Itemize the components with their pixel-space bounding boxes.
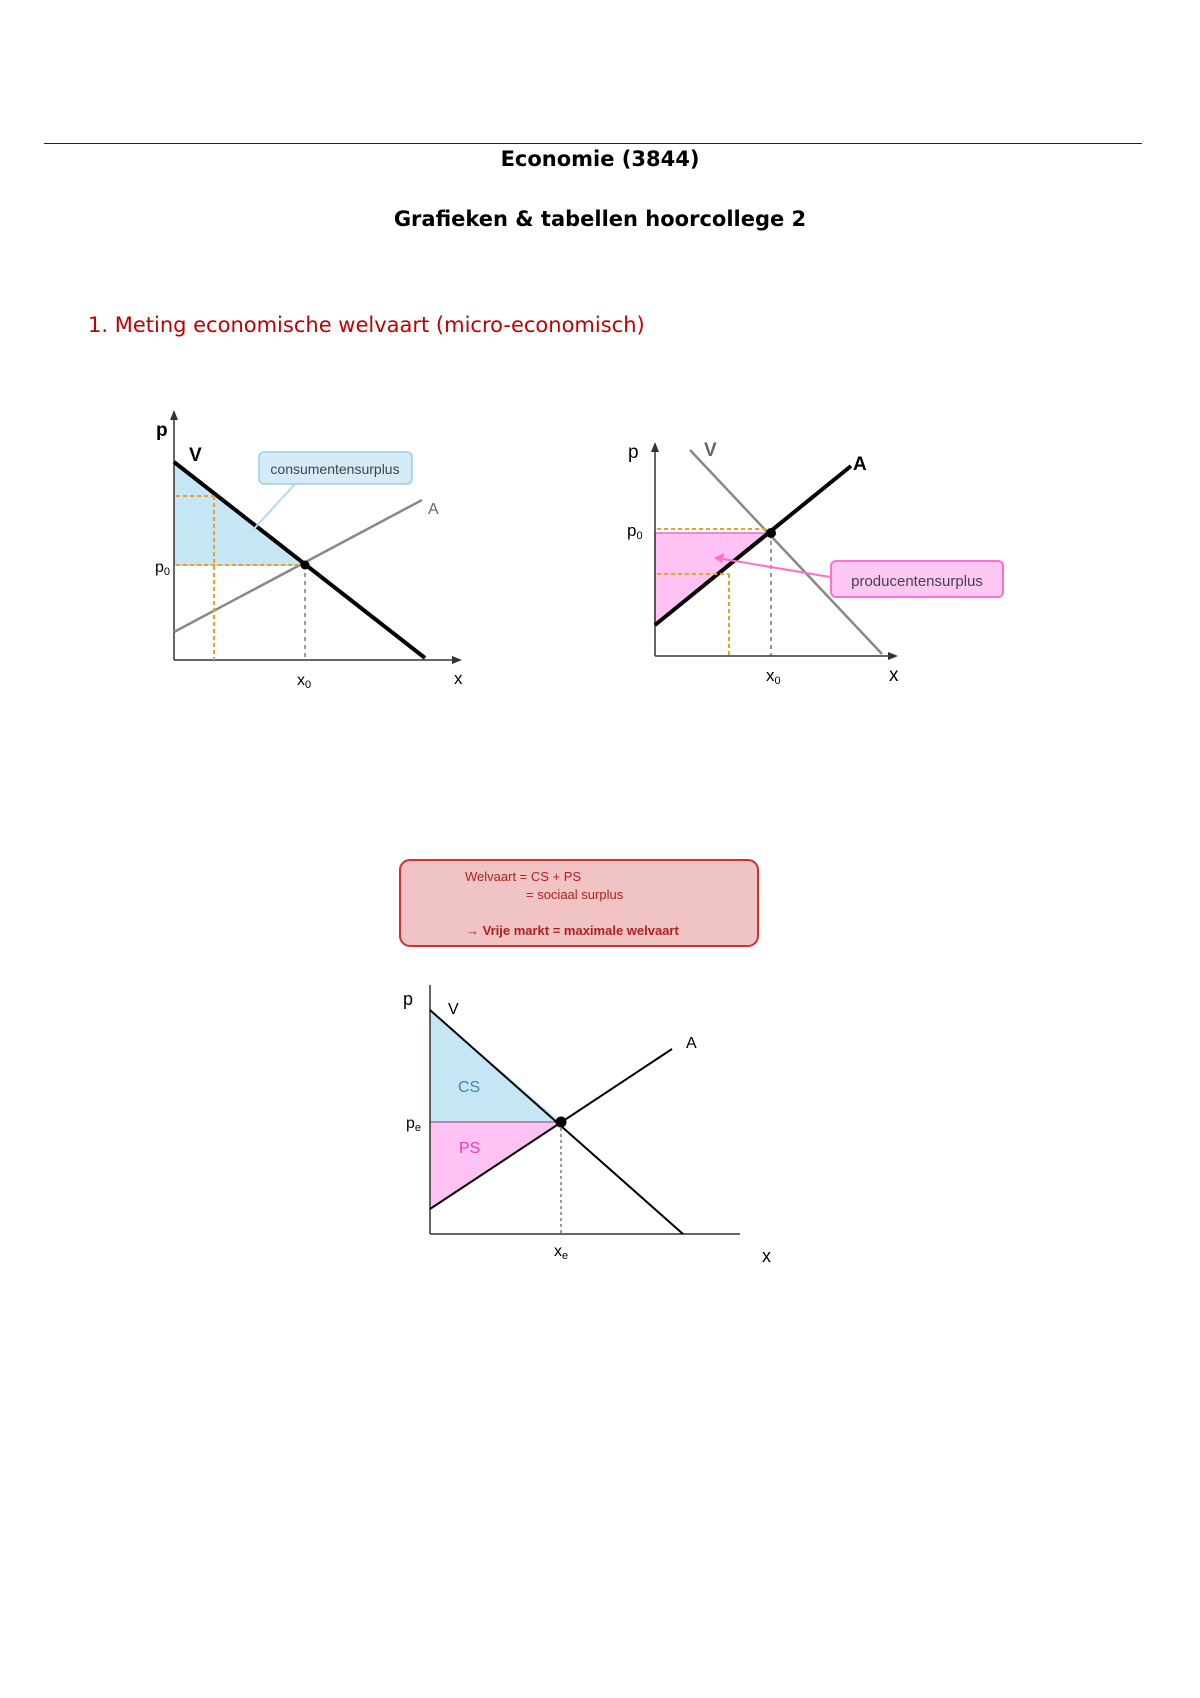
cs-label: CS	[458, 1079, 481, 1096]
supply-label: A	[428, 501, 439, 518]
x-axis-label: x	[762, 1246, 771, 1266]
ps-label: PS	[459, 1140, 481, 1157]
callout-label: consumentensurplus	[270, 461, 400, 477]
supply-label: A	[853, 454, 867, 475]
equilibrium-point	[556, 1117, 567, 1128]
demand-label: V	[448, 1001, 459, 1018]
quantity-label: x0	[297, 672, 312, 691]
welfare-conclusion: → Vrije markt = maximale welvaart	[466, 923, 679, 938]
demand-label: V	[704, 440, 717, 461]
welfare-social-surplus: = sociaal surplus	[526, 887, 624, 902]
welfare-formula: Welvaart = CS + PS	[465, 869, 582, 884]
supply-label: A	[686, 1035, 697, 1052]
x-axis-label: x	[889, 665, 899, 686]
x-axis-label: x	[454, 669, 463, 688]
price-label: p0	[155, 559, 171, 578]
page-subtitle: Grafieken & tabellen hoorcollege 2	[393, 207, 807, 231]
price-label: pe	[406, 1115, 422, 1134]
demand-label: V	[189, 445, 202, 466]
quantity-label: x0	[766, 666, 781, 687]
y-axis-label: p	[403, 989, 414, 1009]
course-title: Economie (3844)	[500, 147, 700, 171]
y-axis-label: p	[628, 442, 639, 463]
section-heading: 1. Meting economische welvaart (micro-economisch)	[88, 313, 645, 337]
y-axis-label: p	[156, 420, 168, 441]
price-label: p0	[627, 521, 643, 542]
callout-label: producentensurplus	[851, 573, 983, 590]
quantity-label: xe	[554, 1243, 569, 1262]
